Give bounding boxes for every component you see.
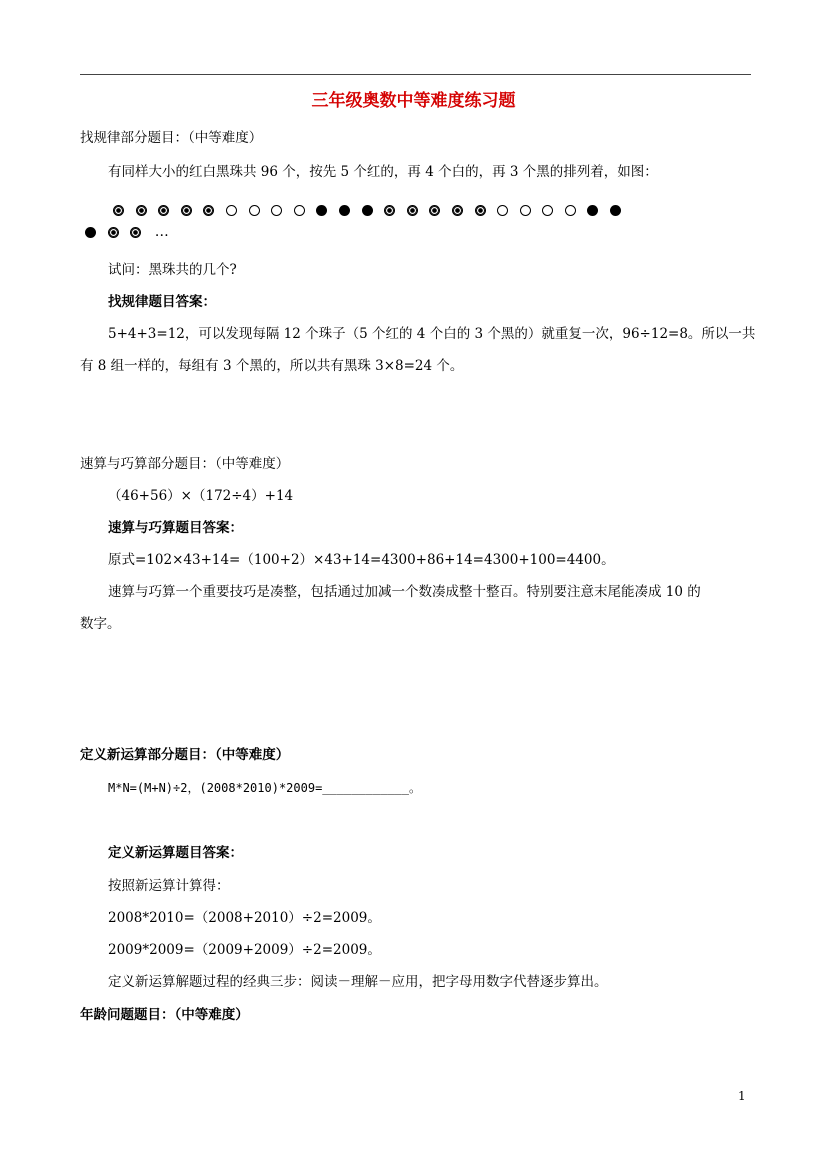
red-bead-icon [203,205,214,216]
black-bead-icon [339,205,350,216]
answer-text-line: 2009*2009=（2009+2009）÷2=2009。 [108,942,381,958]
header-rule [80,74,751,75]
white-bead-icon [542,205,553,216]
red-bead-icon [130,227,141,238]
answer-text-line: 速算与巧算一个重要技巧是凑整，包括通过加减一个数凑成整十整百。特别要注意末尾能凑成 10 的 [108,584,701,600]
question-ask: 试问：黑珠共的几个? [108,262,237,278]
expression: M*N=(M+N)÷2，(2008*2010)*2009=____________。 [108,781,421,795]
answer-text-line: 2008*2010=（2008+2010）÷2=2009。 [108,910,381,926]
section-heading-new-operation: 定义新运算部分题目：（中等难度） [80,747,290,763]
white-bead-icon [271,205,282,216]
white-bead-icon [565,205,576,216]
section-heading-age: 年龄问题题目：（中等难度） [80,1007,249,1023]
black-bead-icon [610,205,621,216]
black-bead-icon [316,205,327,216]
black-bead-icon [85,227,96,238]
page-title: 三年级奥数中等难度练习题 [311,91,516,111]
white-bead-icon [249,205,260,216]
black-bead-icon [587,205,598,216]
red-bead-icon [113,205,124,216]
question-text: 有同样大小的红白黑珠共 96 个，按先 5 个红的，再 4 个白的，再 3 个黑的排列着，如图： [108,164,658,180]
white-bead-icon [294,205,305,216]
red-bead-icon [384,205,395,216]
answer-text-line: 原式=102×43+14=（100+2）×43+14=4300+86+14=4300+100=4400。 [108,552,615,568]
answer-heading-pattern: 找规律题目答案： [108,294,216,310]
section-heading-pattern: 找规律部分题目：（中等难度） [80,130,263,146]
answer-text-line: 定义新运算解题过程的经典三步：阅读－理解－应用，把字母用数字代替逐步算出。 [108,974,608,990]
expression: （46+56）×（172÷4）+14 [108,488,294,504]
ellipsis: … [154,224,170,240]
answer-text-line: 5+4+3=12，可以发现每隔 12 个珠子（5 个红的 4 个白的 3 个黑的）就重复一次，96÷12=8。所以一共 [108,326,756,342]
red-bead-icon [181,205,192,216]
white-bead-icon [497,205,508,216]
answer-text-line: 按照新运算计算得： [108,878,230,894]
red-bead-icon [407,205,418,216]
red-bead-icon [429,205,440,216]
red-bead-icon [136,205,147,216]
answer-heading-calc: 速算与巧算题目答案： [108,520,243,536]
red-bead-icon [108,227,119,238]
bead-sequence-row-1 [113,200,633,220]
black-bead-icon [362,205,373,216]
page-number: 1 [738,1089,746,1103]
bead-sequence-row-2 [85,222,170,242]
answer-heading-new-operation: 定义新运算题目答案： [108,845,243,861]
section-heading-calc: 速算与巧算部分题目：（中等难度） [80,456,290,472]
white-bead-icon [520,205,531,216]
answer-text-line: 数字。 [80,616,121,632]
white-bead-icon [226,205,237,216]
red-bead-icon [452,205,463,216]
red-bead-icon [475,205,486,216]
red-bead-icon [158,205,169,216]
answer-text-line: 有 8 组一样的，每组有 3 个黑的，所以共有黑珠 3×8=24 个。 [80,358,464,374]
